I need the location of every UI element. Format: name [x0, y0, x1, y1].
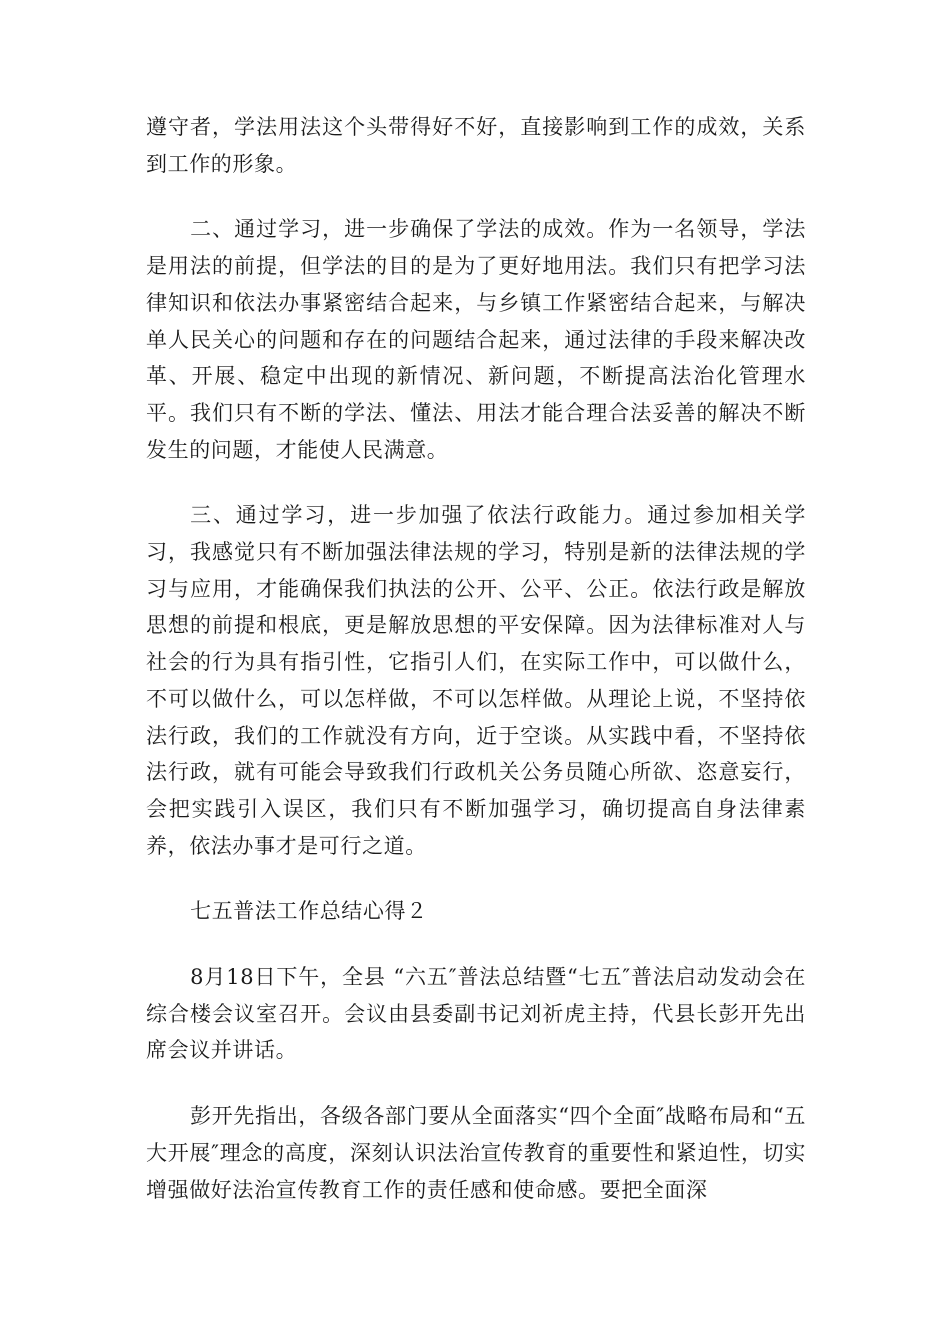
paragraph-speech: 彭开先指出，各级各部门要从全面落实“四个全面″战略布局和“五大开展″理念的高度，深刻认识法治宣传教育的重要性和紧迫性，切实增强做好法治宣传教育工作的责任感和使命感。要把全面深 — [146, 1104, 806, 1202]
paragraph-section-three: 三、通过学习，进一步加强了依法行政能力。通过参加相关学习，我感觉只有不断加强法律法规的学习，特别是新的法律法规的学习与应用，才能确保我们执法的公开、公平、公正。依法行政是解放思想的前提和根底，更是解放思想的平安保障。因为法律标准对人与社会的行为具有指引性，它指引人们，在实际工作中，可以做什么，不可以做什么，可以怎样做，不可以怎样做。从理论上说，不坚持依法行政，我们的工作就没有方向，近于空谈。从实践中看，不坚持依法行政，就有可能会导致我们行政机关公务员随心所欲、恣意妄行，会把实践引入误区，我们只有不断加强学习，确切提高自身法律素养，依法办事才是可行之道。 — [146, 503, 806, 858]
section-heading: 七五普法工作总结心得２ — [190, 899, 428, 924]
paragraph-meeting: 8月18日下午，全县 “六五″普法总结暨“七五″普法启动发动会在综合楼会议室召开。会议由县委副书记刘祈虎主持，代县长彭开先出席会议并讲话。 — [146, 965, 806, 1063]
paragraph-continuation: 遵守者，学法用法这个头带得好不好，直接影响到工作的成效，关系到工作的形象。 — [146, 115, 806, 176]
paragraph-section-two: 二、通过学习，进一步确保了学法的成效。作为一名领导，学法是用法的前提，但学法的目的是为了更好地用法。我们只有把学习法律知识和依法办事紧密结合起来，与乡镇工作紧密结合起来，与解决单人民关心的问题和存在的问题结合起来，通过法律的手段来解决改革、开展、稳定中出现的新情况、新问题，不断提高法治化管理水平。我们只有不断的学法、懂法、用法才能合理合法妥善的解决不断发生的问题，才能使人民满意。 — [146, 217, 806, 462]
document-page — [146, 109, 806, 1208]
